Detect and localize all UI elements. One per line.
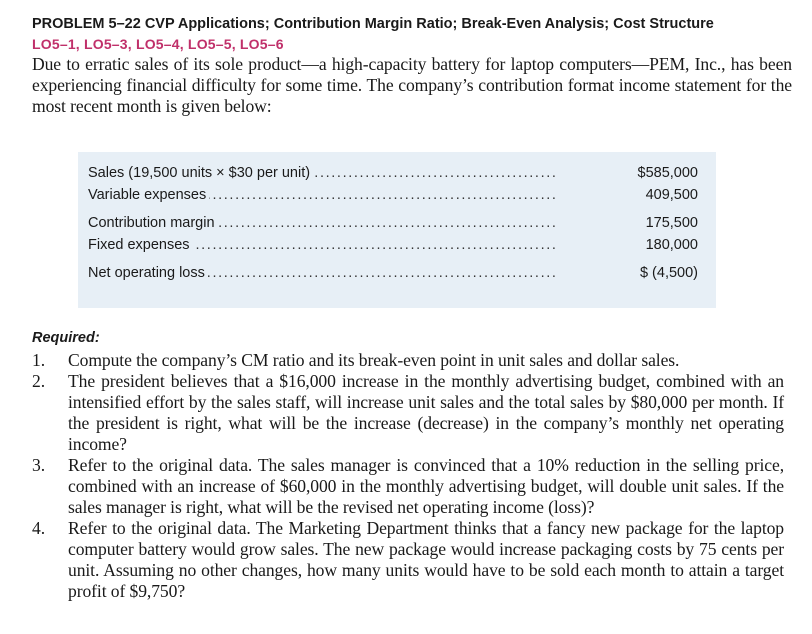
statement-value: $ (4,500) xyxy=(639,265,698,281)
learning-objectives: LO5–1, LO5–3, LO5–4, LO5–5, LO5–6 xyxy=(32,36,284,52)
required-heading: Required: xyxy=(32,330,100,346)
statement-row-variable-expenses xyxy=(88,184,708,206)
required-item-number: 2. xyxy=(32,371,45,391)
statement-label: Sales (19,500 units × $30 per unit) xyxy=(88,165,313,181)
required-item-number: 3. xyxy=(32,455,45,475)
required-item xyxy=(32,371,784,455)
statement-value: 180,000 xyxy=(645,237,698,253)
required-item xyxy=(32,455,784,518)
required-item-number: 1. xyxy=(32,350,45,370)
required-item-text: The president believes that a $16,000 increase in the monthly advertising budget, combined with an intensified effort by the sales staff, will increase unit sales and the total sales by $80,000 per month. If the president is right, what will be the increase (decrease) in the company’s monthly net operating income? xyxy=(68,371,784,454)
statement-row-fixed-expenses xyxy=(88,234,708,256)
required-item-text: Refer to the original data. The Marketing Department thinks that a fancy new package for the laptop computer battery would grow sales. The new package would increase packaging costs by 75 cents per unit. Assuming no other changes, how many units would have to be sold each month to attain a target profit of $9,750? xyxy=(68,518,784,601)
statement-row-contribution-margin xyxy=(88,212,708,234)
required-item xyxy=(32,350,784,371)
required-item-number: 4. xyxy=(32,518,45,538)
statement-label: Fixed expenses xyxy=(88,237,193,253)
income-statement xyxy=(78,152,716,308)
required-item-text: Refer to the original data. The sales manager is convinced that a 10% reduction in the selling price, combined with an increase of $60,000 in the monthly advertising budget, will double unit sales. If the sales manager is right, what will be the revised net operating income (loss)? xyxy=(68,455,784,517)
statement-value: $585,000 xyxy=(637,165,698,181)
statement-value: 409,500 xyxy=(645,187,698,203)
required-item-text: Compute the company’s CM ratio and its break-even point in unit sales and dollar sales. xyxy=(68,350,680,370)
problem-intro: Due to erratic sales of its sole product—a high-capacity battery for laptop computers—PEM, Inc., has been experiencing financial difficulty for some time. The company’s contribution format income statement for the most recent month is given below: xyxy=(32,54,792,116)
statement-label: Contribution margin xyxy=(88,215,218,231)
problem-page xyxy=(32,14,792,601)
statement-value: 175,500 xyxy=(645,215,698,231)
required-item xyxy=(32,518,784,602)
statement-label: Variable expenses xyxy=(88,187,209,203)
statement-label: Net operating loss xyxy=(88,265,208,281)
problem-title: PROBLEM 5–22 CVP Applications; Contribution Margin Ratio; Break-Even Analysis; Cost Structure xyxy=(32,16,714,32)
statement-row-sales xyxy=(88,162,708,184)
statement-row-net-operating-loss xyxy=(88,262,708,284)
required-list xyxy=(32,350,784,602)
